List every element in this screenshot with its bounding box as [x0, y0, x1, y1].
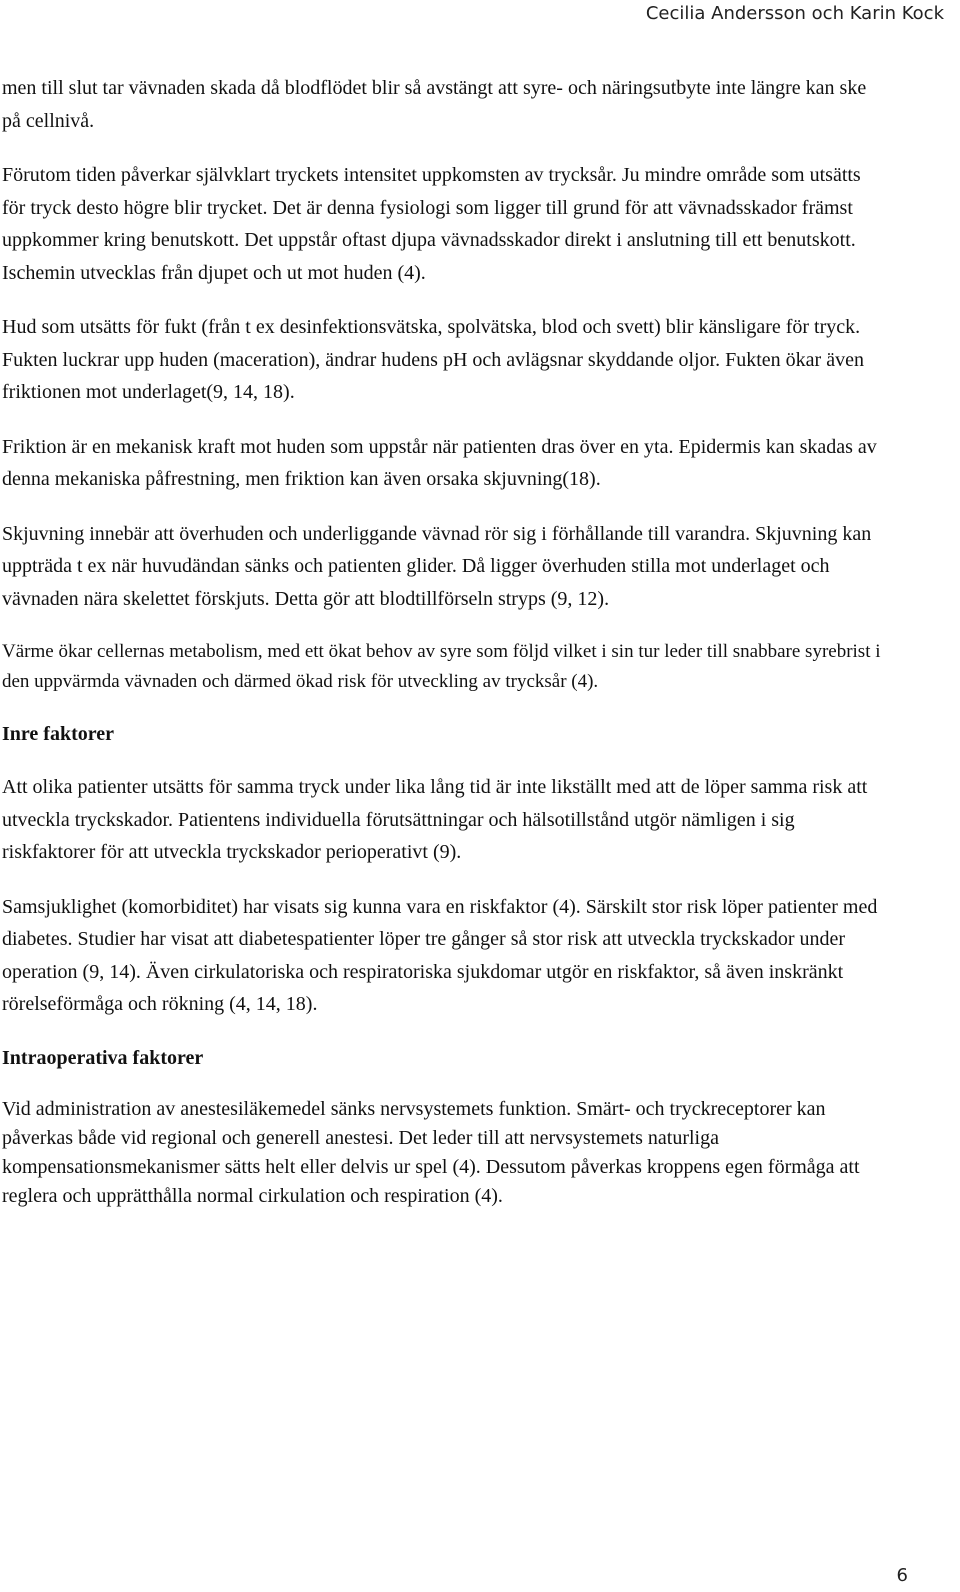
paragraph: Förutom tiden påverkar självklart tryckets intensitet uppkomsten av trycksår. Ju mindre område som utsätts för tryck desto högre blir trycket. Det är denna fysiologi som ligger till grund för att vävnadsskador främst uppkommer kring benutskott. Det uppstår oftast djupa vävnadsskador direkt i anslutning till ett benutskott. Ischemin utvecklas från djupet och ut mot huden (4).: [2, 164, 861, 284]
paragraph: Hud som utsätts för fukt (från t ex desinfektionsvätska, spolvätska, blod och svett) blir känsligare för tryck. Fukten luckrar upp huden (maceration), ändrar hudens pH och avlägsnar skyddande oljor. Fukten ökar även friktionen mot underlaget(9, 14, 18).: [2, 316, 864, 403]
paragraph: Vid administration av anestesiläkemedel sänks nervsystemets funktion. Smärt- och tryckreceptorer kan påverkas både vid regional och generell anestesi. Det leder till att nervsystemets naturliga kompensationsmekanismer sätts helt eller delvis ur spel (4). Dessutom påverkas kroppens egen förmåga att reglera och upprätthålla normal cirkulation och respiration (4).: [2, 1097, 860, 1207]
page-number: 6: [896, 1565, 908, 1586]
paragraph: Värme ökar cellernas metabolism, med ett ökat behov av syre som följd vilket i sin tur leder till snabbare syrebrist i den uppvärmda vävnaden och därmed ökad risk för utveckling av trycksår (4).: [2, 641, 881, 692]
paragraph: men till slut tar vävnaden skada då blodflödet blir så avstängt att syre- och näringsutbyte inte längre kan ske på cellnivå.: [2, 77, 867, 132]
paragraph: Att olika patienter utsätts för samma tryck under lika lång tid är inte likställt med att de löper samma risk att utveckla tryckskador. Patientens individuella förutsättningar och hälsotillstånd utgör nämligen i sig riskfaktorer för att utveckla tryckskador perioperativt (9).: [2, 776, 868, 863]
paragraph: Friktion är en mekanisk kraft mot huden som uppstår när patienten dras över en yta. Epidermis kan skadas av denna mekaniska påfrestning, men friktion kan även orsaka skjuvning(18).: [2, 435, 877, 490]
document-body: [2, 72, 882, 1233]
paragraph: Skjuvning innebär att överhuden och underliggande vävnad rör sig i förhållande till varandra. Skjuvning kan uppträda t ex när huvudändan sänks och patienten glider. Då ligger överhuden stilla mot underlaget och vävnaden nära skelettet förskjuts. Detta gör att blodtillförseln stryps (9, 12).: [2, 522, 872, 610]
section-heading-inre-faktorer: Inre faktorer: [2, 723, 115, 745]
header-author: Cecilia Andersson och Karin Kock: [645, 3, 944, 24]
paragraph: Samsjuklighet (komorbiditet) har visats sig kunna vara en riskfaktor (4). Särskilt stor risk löper patienter med diabetes. Studier har visat att diabetespatienter löper tre gånger så stor risk att utveckla tryckskador under operation (9, 14). Även cirkulatoriska och respiratoriska sjukdomar utgör en riskfaktor, så även inskränkt rörelseförmåga och rökning (4, 14, 18).: [2, 895, 878, 1015]
section-heading-intraoperativa-faktorer: Intraoperativa faktorer: [2, 1046, 204, 1069]
